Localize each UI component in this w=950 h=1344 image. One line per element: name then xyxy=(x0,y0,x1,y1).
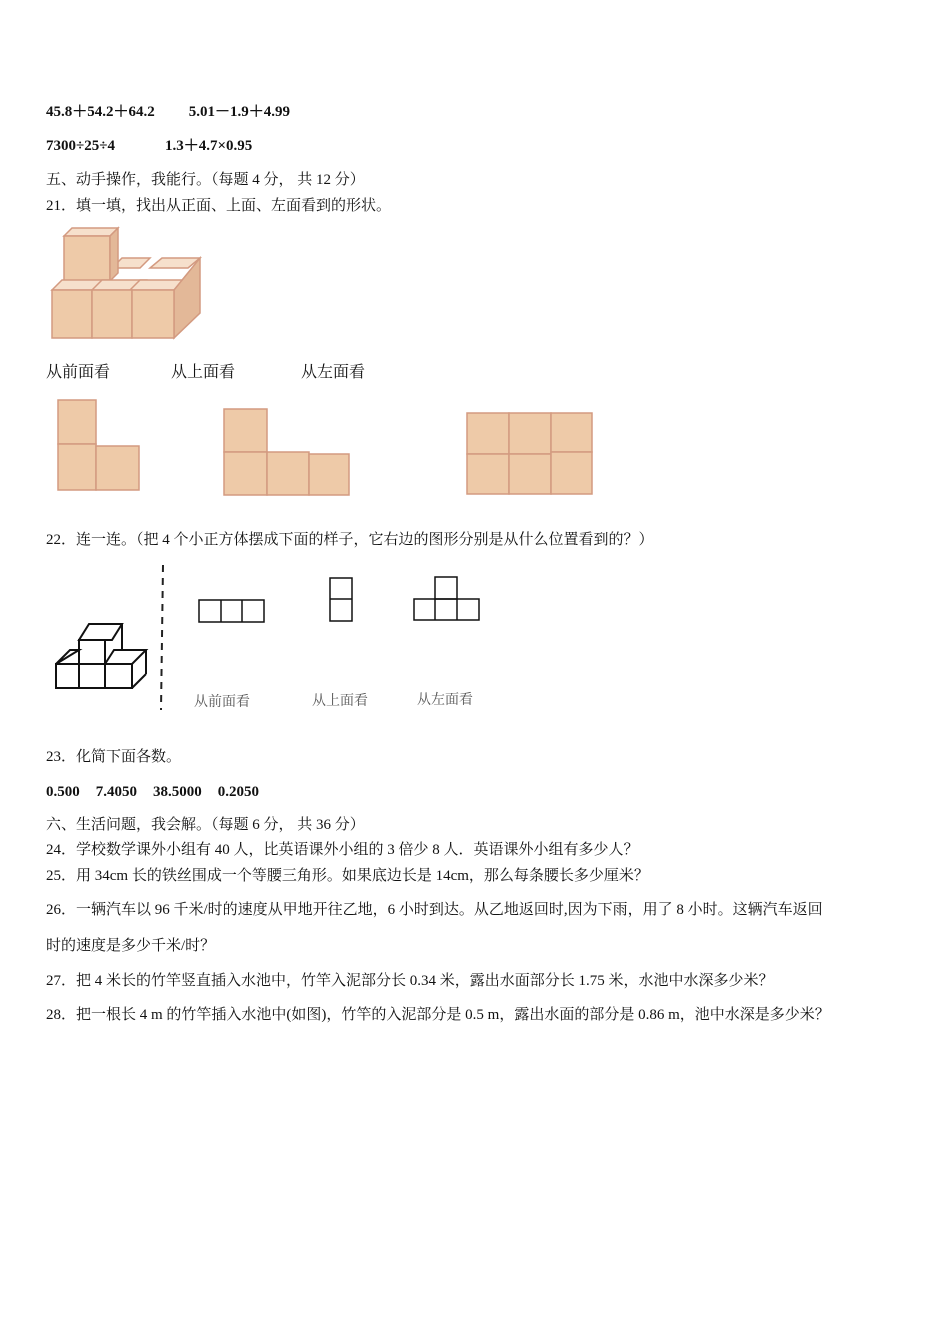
question-25: 25．用 34cm 长的铁丝围成一个等腰三角形。如果底边长是 14cm，那么每条腰长多少厘米？ xyxy=(46,868,649,884)
q22-label-left: 从左面看 xyxy=(417,692,473,708)
q21-label-top: 从上面看 xyxy=(171,362,236,381)
q21-cube-figure xyxy=(50,228,205,343)
number: 0.2050 xyxy=(217,784,259,800)
calc-expression: 1.3＋4.7×0.95 xyxy=(164,138,253,154)
q22-view-front-shape xyxy=(198,599,266,623)
number: 38.5000 xyxy=(153,784,202,800)
question-22: 22．连一连。（把 4 个小正方体摆成下面的样子，它右边的图形分别是从什么位置看到的？） xyxy=(46,532,654,548)
question-26: 26．一辆汽车以 96 千米/时的速度从甲地开往乙地，6 小时到达。从乙地返回时,因为下雨，用了 8 小时。这辆汽车返回 xyxy=(46,902,823,918)
q21-label-front: 从前面看 xyxy=(46,362,111,381)
question-21: 21．填一填，找出从正面、上面、左面看到的形状。 xyxy=(46,198,392,214)
q22-label-front: 从前面看 xyxy=(194,694,250,710)
section-5-title: 五、动手操作，我能行。（每题 4 分， 共 12 分） xyxy=(46,172,365,188)
q22-view-top-shape xyxy=(329,577,353,623)
calc-expression: 5.01－1.9＋4.99 xyxy=(188,104,291,120)
q22-cube-figure xyxy=(54,622,149,692)
calc-expression: 7300÷25÷4 xyxy=(46,138,115,154)
q22-label-top: 从上面看 xyxy=(312,693,368,709)
question-24: 24．学校数学课外小组有 40 人，比英语课外小组的 3 倍少 8 人．英语课外小组有多少人？ xyxy=(46,842,639,858)
calc-row-1 xyxy=(46,102,290,122)
number: 7.4050 xyxy=(95,784,137,800)
question-26-continued: 时的速度是多少千米/时？ xyxy=(46,938,216,954)
q23-numbers xyxy=(46,782,259,802)
question-23: 23．化简下面各数。 xyxy=(46,749,182,765)
question-28: 28．把一根长 4 m 的竹竿插入水池中(如图)，竹竿的入泥部分是 0.5 m，露出水面的部分是 0.86 m，池中水深是多少米？ xyxy=(46,1007,830,1023)
calc-row-2 xyxy=(46,136,252,156)
calc-expression: 45.8＋54.2＋64.2 xyxy=(46,104,155,120)
q21-view-a xyxy=(57,400,142,492)
q22-view-left-shape xyxy=(413,576,482,622)
q22-dashed-divider xyxy=(160,565,166,710)
q21-view-b xyxy=(223,408,353,496)
q21-view-c xyxy=(466,412,594,496)
question-27: 27．把 4 米长的竹竿竖直插入水池中，竹竿入泥部分长 0.34 米，露出水面部分长 1.75 米，水池中水深多少米？ xyxy=(46,973,774,989)
number: 0.500 xyxy=(46,784,80,800)
section-6-title: 六、生活问题，我会解。（每题 6 分， 共 36 分） xyxy=(46,817,365,833)
q21-label-left: 从左面看 xyxy=(301,362,366,381)
